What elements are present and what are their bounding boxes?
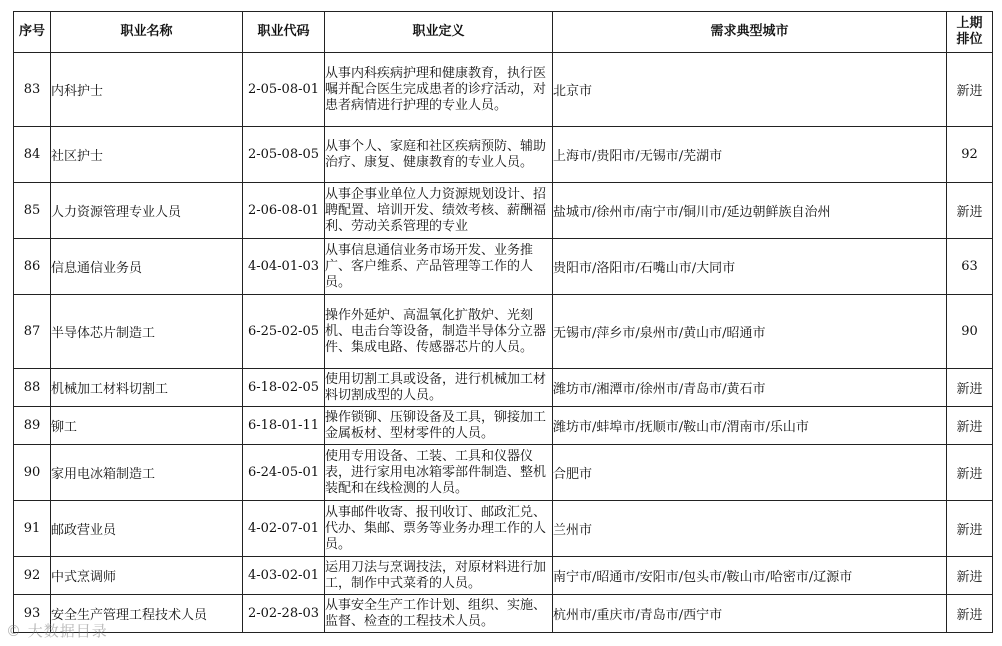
- row-cities: 合肥市: [553, 445, 947, 501]
- row-rank: 92: [947, 127, 993, 183]
- row-code: 6-18-01-11: [243, 407, 325, 445]
- row-definition: [325, 127, 553, 183]
- row-rank: 新进: [947, 407, 993, 445]
- row-rank: 新进: [947, 369, 993, 407]
- header-rank: [947, 12, 993, 53]
- table-row: [14, 369, 993, 407]
- row-definition: [325, 445, 553, 501]
- row-definition-text: 从事信息通信业务市场开发、业务推广、客户维系、产品管理等工作的人员。: [325, 242, 534, 290]
- row-rank: 新进: [947, 183, 993, 239]
- row-definition: [325, 369, 553, 407]
- row-rank: 新进: [947, 53, 993, 127]
- row-rank: 新进: [947, 557, 993, 595]
- row-name: 邮政营业员: [51, 501, 243, 557]
- row-name: 信息通信业务员: [51, 239, 243, 295]
- table-row: [14, 557, 993, 595]
- table-row: [14, 127, 993, 183]
- row-definition: [325, 239, 553, 295]
- row-seq: 91: [14, 501, 51, 557]
- row-definition-text: 使用切割工具或设备，进行机械加工材料切割成型的人员。: [325, 371, 547, 403]
- row-code: 4-04-01-03: [243, 239, 325, 295]
- table-row: [14, 445, 993, 501]
- row-definition: [325, 595, 553, 633]
- row-definition-text: 操作外延炉、高温氧化扩散炉、光刻机、电击台等设备，制造半导体分立器件、集成电路、传感器芯片的人员。: [325, 307, 547, 355]
- row-seq: 86: [14, 239, 51, 295]
- row-code: 6-25-02-05: [243, 295, 325, 369]
- row-seq: 93: [14, 595, 51, 633]
- row-code: 2-02-28-03: [243, 595, 325, 633]
- row-rank: 63: [947, 239, 993, 295]
- row-name: 半导体芯片制造工: [51, 295, 243, 369]
- row-cities: 北京市: [553, 53, 947, 127]
- row-seq: 88: [14, 369, 51, 407]
- row-name: 内科护士: [51, 53, 243, 127]
- header-rank-line1: 上期: [956, 16, 983, 31]
- row-definition-text: 从事邮件收寄、报刊收订、邮政汇兑、代办、集邮、票务等业务办理工作的人员。: [325, 504, 547, 552]
- row-name: 人力资源管理专业人员: [51, 183, 243, 239]
- row-code: 2-06-08-01: [243, 183, 325, 239]
- occupation-table: [13, 11, 993, 633]
- row-name: 家用电冰箱制造工: [51, 445, 243, 501]
- row-definition-text: 从事内科疾病护理和健康教育，执行医嘱并配合医生完成患者的诊疗活动，对患者病情进行护理的专业人员。: [325, 65, 547, 113]
- header-cities: 需求典型城市: [553, 12, 947, 53]
- row-rank: 新进: [947, 501, 993, 557]
- row-cities: 贵阳市/洛阳市/石嘴山市/大同市: [553, 239, 947, 295]
- watermark-text: © 大数据目录: [6, 622, 108, 640]
- row-seq: 87: [14, 295, 51, 369]
- row-cities: 无锡市/萍乡市/泉州市/黄山市/昭通市: [553, 295, 947, 369]
- row-code: 2-05-08-01: [243, 53, 325, 127]
- row-definition: [325, 407, 553, 445]
- row-rank: 新进: [947, 595, 993, 633]
- table-row: [14, 295, 993, 369]
- row-code: 4-03-02-01: [243, 557, 325, 595]
- row-name: 社区护士: [51, 127, 243, 183]
- header-name: 职业名称: [51, 12, 243, 53]
- row-definition-text: 操作锁铆、压铆设备及工具，铆接加工金属板材、型材零件的人员。: [325, 409, 547, 441]
- row-name: 安全生产管理工程技术人员: [51, 595, 243, 633]
- row-cities: 南宁市/昭通市/安阳市/包头市/鞍山市/哈密市/辽源市: [553, 557, 947, 595]
- row-rank: 新进: [947, 445, 993, 501]
- row-name: 中式烹调师: [51, 557, 243, 595]
- header-code: 职业代码: [243, 12, 325, 53]
- row-seq: 89: [14, 407, 51, 445]
- row-definition-text: 使用专用设备、工装、工具和仪器仪表，进行家用电冰箱零部件制造、整机装配和在线检测的人员。: [325, 448, 547, 496]
- row-definition-text: 从事个人、家庭和社区疾病预防、辅助治疗、康复、健康教育的专业人员。: [325, 138, 547, 170]
- row-cities: 兰州市: [553, 501, 947, 557]
- row-seq: 92: [14, 557, 51, 595]
- table-row: [14, 501, 993, 557]
- row-definition-text: 从事安全生产工作计划、组织、实施、监督、检查的工程技术人员。: [325, 597, 547, 629]
- table-row: [14, 407, 993, 445]
- row-cities: 潍坊市/蚌埠市/抚顺市/鞍山市/渭南市/乐山市: [553, 407, 947, 445]
- table-row: [14, 239, 993, 295]
- row-code: 4-02-07-01: [243, 501, 325, 557]
- row-name: 铆工: [51, 407, 243, 445]
- table-row: [14, 595, 993, 633]
- row-cities: 杭州市/重庆市/青岛市/西宁市: [553, 595, 947, 633]
- row-cities: 潍坊市/湘潭市/徐州市/青岛市/黄石市: [553, 369, 947, 407]
- row-seq: 84: [14, 127, 51, 183]
- row-rank: 90: [947, 295, 993, 369]
- row-seq: 90: [14, 445, 51, 501]
- row-cities: 上海市/贵阳市/无锡市/芜湖市: [553, 127, 947, 183]
- row-definition-text: 运用刀法与烹调技法，对原材料进行加工，制作中式菜肴的人员。: [325, 559, 547, 591]
- row-definition: [325, 53, 553, 127]
- header-rank-line2: 排位: [956, 32, 983, 47]
- row-code: 6-18-02-05: [243, 369, 325, 407]
- row-seq: 85: [14, 183, 51, 239]
- header-definition: 职业定义: [325, 12, 553, 53]
- row-seq: 83: [14, 53, 51, 127]
- row-cities: 盐城市/徐州市/南宁市/铜川市/延边朝鲜族自治州: [553, 183, 947, 239]
- row-code: 2-05-08-05: [243, 127, 325, 183]
- row-definition-text: 从事企事业单位人力资源规划设计、招聘配置、培训开发、绩效考核、薪酬福利、劳动关系管理的专业: [325, 186, 547, 234]
- row-definition: [325, 557, 553, 595]
- header-seq: 序号: [14, 12, 51, 53]
- table-row: [14, 53, 993, 127]
- header-row: [14, 12, 993, 53]
- row-definition: [325, 295, 553, 369]
- row-definition: [325, 501, 553, 557]
- row-definition: [325, 183, 553, 239]
- table-row: [14, 183, 993, 239]
- row-code: 6-24-05-01: [243, 445, 325, 501]
- row-name: 机械加工材料切割工: [51, 369, 243, 407]
